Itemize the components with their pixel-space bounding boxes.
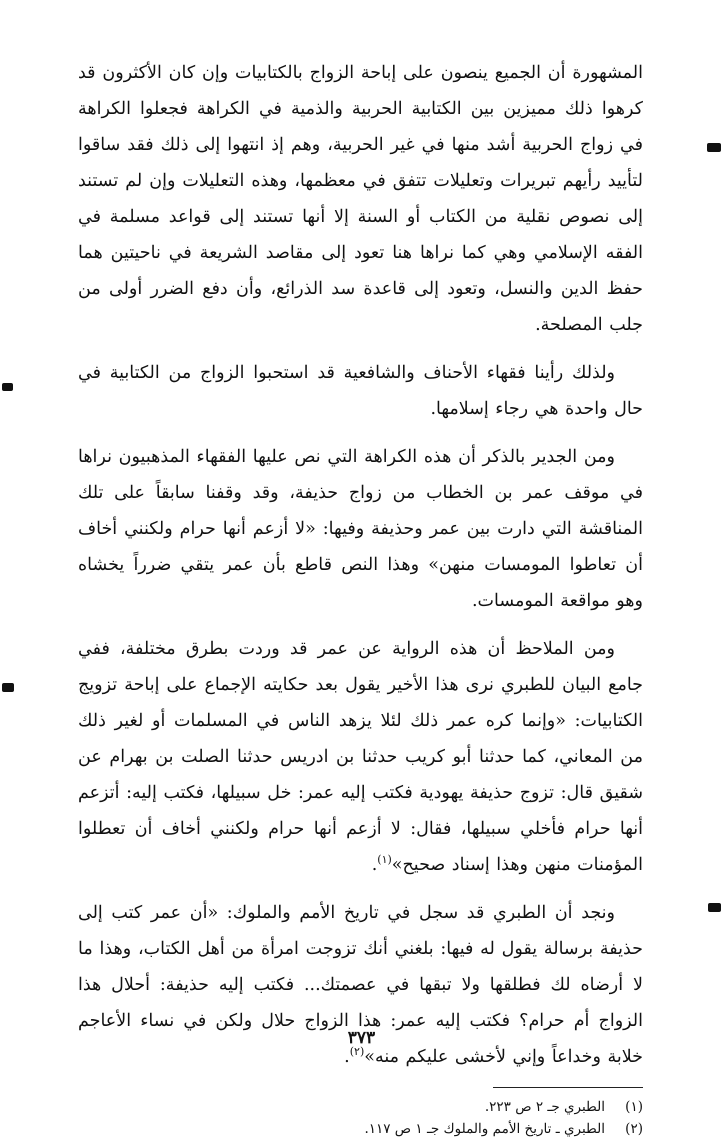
footnote-ref-2[interactable]: (٢)	[349, 1045, 365, 1059]
footnote-2	[78, 1118, 643, 1140]
paragraph-2	[78, 355, 643, 427]
footnote-number: (١)	[625, 1099, 643, 1115]
scan-edge-mark	[2, 683, 14, 692]
scan-edge-mark	[2, 383, 13, 391]
paragraph-text: ومن الجدير بالذكر أن هذه الكراهة التي نص عليها الفقهاء المذهبيون نراها في موقف عمر بن الخطاب من زواج حذيفة، وقد وقفنا سابقاً على تلك المناقشة التي دارت بين عمر وحذيفة وفيها: «لا أزعم أنها حرام ولكنني أخاف أن تعاطوا المومسات منهن» وهذا النص قاطع بأن عمر يتقي ضرراً يخشاه وهو مواقعة المومسات.	[78, 447, 643, 611]
paragraph-4: ومن الملاحظ أن هذه الرواية عن عمر قد وردت بطرق مختلفة، ففي جامع البيان للطبري نرى هذا الأخير يقول بعد حكايته الإجماع على إباحة تزويج الكتابيات: «وإنما كره عمر ذلك لئلا يزهد الناس في المسلمات أو لغير ذلك من المعاني، كما حدثنا أبو كريب حدثنا بن ادريس حدثنا الصلت بن بهرام عن شقيق قال: تزوج حذيفة يهودية فكتب إليه عمر: خل سبيلها، فكتب إليه: أتزعم أنها حرام فأخلي سبيلها، فقال: لا أزعم أنها حرام ولكنني أخاف أن تعطلوا المؤمنات منهن وهذا إسناد صحيح»$^{(١)}$.	[78, 639, 643, 875]
paragraph-5: ونجد أن الطبري قد سجل في تاريخ الأمم والملوك: «أن عمر كتب إلى حذيفة برسالة يقول له فيها: بلغني أنك تزوجت امرأة من أهل الكتاب، وهذا ما لا أرضاه لك فطلقها ولا تبقها في عصمتك... فكتب إليه حذيفة: أحلال هذا الزواج أم حرام؟ فكتب إليه عمر: هذا الزواج حلال ولكن في نساء الأعاجم خلابة وخداعاً وإني لأخشى عليكم منه»$^{(٢)}$.	[78, 903, 643, 1067]
paragraph-text: ومن الملاحظ أن هذه الرواية عن عمر قد وردت بطرق مختلفة، ففي جامع البيان للطبري نرى هذا الأخير يقول بعد حكايته الإجماع على إباحة تزويج الكتابيات: «وإنما كره عمر ذلك لئلا يزهد الناس في المسلمات أو لغير ذلك من المعاني، كما حدثنا أبو كريب حدثنا بن ادريس حدثنا الصلت بن بهرام عن شقيق قال: تزوج حذيفة يهودية فكتب إليه عمر: خل سبيلها، فكتب إليه: أتزعم أنها حرام فأخلي سبيلها، فقال: لا أزعم أنها حرام ولكنني أخاف أن تعطلوا المؤمنات منهن وهذا إسناد صحيح»	[78, 639, 643, 875]
paragraph-3	[78, 439, 643, 619]
paragraph-text: ولذلك رأينا فقهاء الأحناف والشافعية قد استحبوا الزواج من الكتابية في حال واحدة هي رجاء إسلامها.	[78, 363, 643, 419]
footnote-ref-1[interactable]: (١)	[377, 853, 392, 867]
paragraph-text: ونجد أن الطبري قد سجل في تاريخ الأمم والملوك: «أن عمر كتب إلى حذيفة برسالة يقول له فيها: بلغني أنك تزوجت امرأة من أهل الكتاب، وهذا ما لا أرضاه لك فطلقها ولا تبقها في عصمتك... فكتب إليه حذيفة: أحلال هذا الزواج أم حرام؟ فكتب إليه عمر: هذا الزواج حلال ولكن في نساء الأعاجم خلابة وخداعاً وإني لأخشى عليكم منه»	[78, 903, 643, 1067]
footnote-text: الطبري جـ ٢ ص ٢٢٣.	[484, 1099, 605, 1115]
page-number: ٣٧٣	[347, 1028, 376, 1048]
footnote-number: (٢)	[625, 1121, 643, 1137]
scan-edge-mark	[707, 143, 721, 152]
paragraph-text: المشهورة أن الجميع ينصون على إباحة الزواج بالكتابيات وإن كان الأكثرون قد كرهوا ذلك مميزين بين الكتابية الحربية والذمية في الكراهة فجعلوا الكراهة في زواج الحربية أشد منها في غير الحربية، وهم إذ انتهوا إلى ذلك فقد ساقوا لتأييد رأيهم تبريرات وتعليلات تتفق في معظمها، وهذه التعليلات وإن لم تستند إلى نصوص نقلية من الكتاب أو السنة إلا أنها تستند إلى قواعد مسلمة في الفقه الإسلامي وهي كما نراها هنا تعود إلى مقاصد الشريعة في ناحيتين هما حفظ الدين والنسل، وتعود إلى قاعدة سد الذرائع، وأن دفع الضرر أولى من جلب المصلحة.	[78, 63, 643, 335]
footnote-1	[78, 1096, 643, 1118]
page-body	[78, 55, 643, 1140]
footnote-separator	[493, 1087, 643, 1088]
paragraph-1	[78, 55, 643, 343]
footnote-text: الطبري ـ تاريخ الأمم والملوك جـ ١ ص ١١٧.	[364, 1121, 605, 1137]
scan-edge-mark	[708, 903, 721, 912]
